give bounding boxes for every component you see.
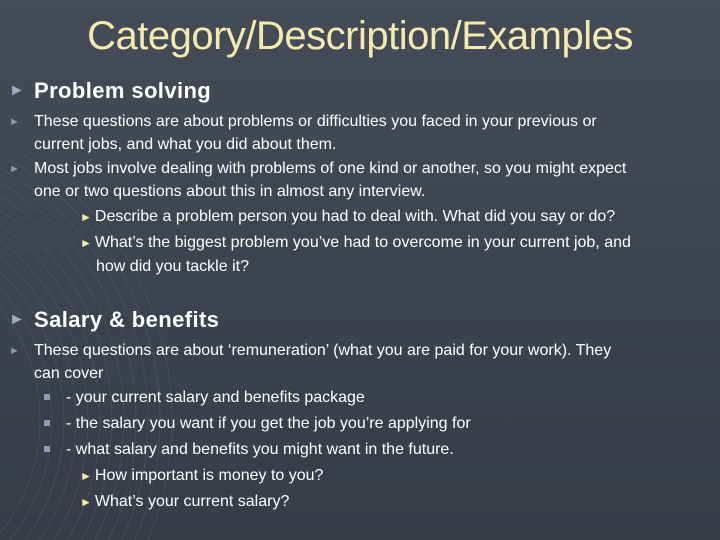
section-heading-problem-solving: [9, 78, 212, 104]
section-heading-label: Salary & benefits: [34, 307, 220, 332]
bullet-text-line: These questions are about problems or difficulties you faced in your previous or: [34, 113, 597, 130]
bullet-text-line: one or two questions about this in almost any interview.: [34, 183, 426, 200]
list-item-text: - your current salary and benefits package: [66, 389, 365, 406]
arrow-bullet-icon: ►: [9, 163, 20, 175]
bullet-text-line: can cover: [34, 365, 104, 382]
example-text-continuation: how did you tackle it?: [96, 258, 249, 275]
triangle-bullet-icon: ►: [80, 236, 92, 250]
arrow-bullet-icon: ►: [9, 311, 26, 328]
arrow-bullet-icon: ►: [9, 116, 20, 128]
list-item: [66, 412, 471, 435]
bullet-item: [9, 339, 612, 385]
square-bullet-icon: [44, 394, 50, 400]
list-item: [66, 438, 454, 461]
example-item: [80, 464, 323, 488]
bullet-text-line: Most jobs involve dealing with problems of one kind or another, so you might expect: [34, 160, 627, 177]
section-heading-salary-benefits: [9, 307, 220, 333]
triangle-bullet-icon: ►: [80, 210, 92, 224]
list-item: [66, 386, 365, 409]
example-text: What’s your current salary?: [94, 493, 290, 510]
section-heading-label: Problem solving: [34, 78, 212, 103]
bullet-item: [9, 157, 627, 203]
list-item-text: - what salary and benefits you might want in the future.: [66, 441, 454, 458]
square-bullet-icon: [44, 446, 50, 452]
example-item: [80, 205, 615, 229]
arrow-bullet-icon: ►: [9, 82, 26, 99]
example-item: [80, 231, 631, 278]
square-bullet-icon: [44, 420, 50, 426]
triangle-bullet-icon: ►: [80, 495, 92, 509]
bullet-text-line: current jobs, and what you did about them.: [34, 136, 337, 153]
example-text: How important is money to you?: [94, 467, 324, 484]
triangle-bullet-icon: ►: [80, 469, 92, 483]
bullet-item: [9, 110, 597, 156]
example-text: Describe a problem person you had to deal with. What did you say or do?: [94, 208, 616, 225]
slide-title: Category/Description/Examples: [87, 14, 633, 58]
example-item: [80, 490, 289, 514]
example-text: What’s the biggest problem you’ve had to overcome in your current job, and: [94, 234, 631, 251]
list-item-text: - the salary you want if you get the job you’re applying for: [66, 415, 471, 432]
bullet-text-line: These questions are about ‘remuneration’ (what you are paid for your work). They: [34, 342, 612, 359]
arrow-bullet-icon: ►: [9, 345, 20, 357]
